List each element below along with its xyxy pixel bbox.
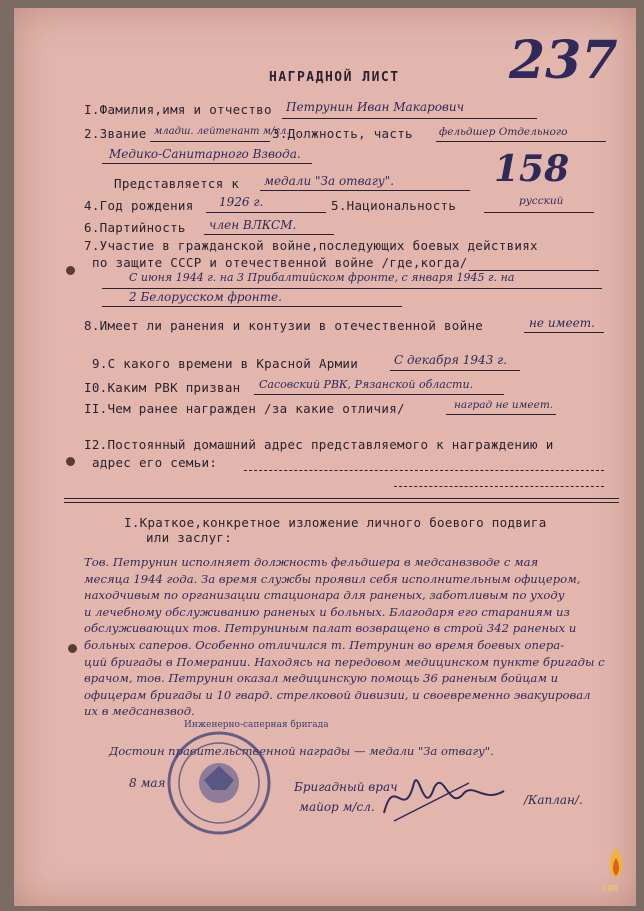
field-12-label-2: адрес его семьи:: [92, 455, 218, 470]
recommendation: Достоин правительственной награды — медали "За отвагу".: [109, 744, 494, 758]
field-10-label: I0.Каким РВК призван: [84, 380, 241, 395]
field-1-label: I.Фамилия,имя и отчество: [84, 102, 272, 117]
field-8-line: [524, 332, 604, 333]
presented-label: Представляется к: [114, 176, 240, 191]
watermark-text: CDR: [603, 884, 619, 893]
stamp-text: Инженерно-саперная бригада: [184, 720, 329, 730]
merit-description: Тов. Петрунин исполняет должность фельдшера в медсанвзводе с мая месяца 1944 года. За время службы проявил себя исполнительным офицером, находчивым по организации стационара для раненых, заботливым по уходу и лечебному обслуживанию раненых и больных. Благодаря его стараниям из обслуживающих тов. Петруниным палат возвращено в строй 342 раненых и больных саперов. Особенно отличился т. Петрунин во время боевых опера- ций бригады в Померании. Находясь на передовом медицинском пункте бригады с врачом, тов. Петрунин оказал медицинскую помощь 36 раненым бойцам и офицерам бригады и 10 гвард. стрелковой дивизии, и своевременно эвакуировал их в медсанвзвод.: [84, 555, 605, 719]
field-7-label-1: 7.Участие в гражданской войне,последующих боевых действиях: [84, 238, 538, 253]
field-3-value-b: Медико-Санитарного Взвода.: [109, 147, 301, 161]
field-2-label: 2.Звание: [84, 126, 147, 141]
field-3-value-a: фельдшер Отдельного: [439, 126, 568, 138]
field-7-line-a: [102, 288, 602, 289]
field-10-line: [254, 394, 504, 395]
field-1-value: Петрунин Иван Макарович: [286, 100, 465, 114]
field-4-value: 1926 г.: [219, 195, 264, 209]
signing-date: 8 мая: [129, 776, 166, 790]
field-2-line: [150, 141, 270, 142]
field-4-line: [206, 212, 326, 213]
field-4-label: 4.Год рождения: [84, 198, 194, 213]
field-9-line: [390, 370, 520, 371]
signer-rank: майор м/сл.: [299, 800, 375, 814]
field-5-value: русский: [519, 195, 564, 207]
section-heading-2: или заслуг:: [146, 530, 233, 545]
field-5-line: [484, 212, 594, 213]
field-12-label-1: I2.Постоянный домашний адрес представляемого к награждению и: [84, 437, 554, 452]
field-5-label: 5.Национальность: [331, 198, 457, 213]
field-6-line: [204, 234, 334, 235]
field-6-label: 6.Партийность: [84, 220, 186, 235]
section-heading-1: I.Краткое,конкретное изложение личного боевого подвига: [124, 515, 547, 530]
field-1-line: [282, 118, 537, 119]
archive-number: 237: [509, 30, 618, 91]
field-3-line-a: [436, 141, 606, 142]
field-11-label: II.Чем ранее награжден /за какие отличия/: [84, 401, 405, 416]
field-7-value-b: 2 Белорусском фронте.: [129, 290, 282, 304]
field-7-line-b: [102, 306, 402, 307]
field-7-value-a: С июня 1944 г. на 3 Прибалтийском фронте, с января 1945 г. на: [129, 271, 515, 284]
field-12-line-1: [244, 470, 604, 471]
document-title: НАГРАДНОЙ ЛИСТ: [269, 70, 400, 85]
punch-hole-bottom: [68, 644, 77, 653]
signature: [374, 763, 514, 833]
punch-hole-top: [66, 266, 75, 275]
field-8-value: не имеет.: [529, 316, 595, 330]
punch-hole-middle: [66, 457, 75, 466]
archive-number-sub: 158: [494, 148, 570, 190]
presented-value: медали "За отвагу".: [264, 174, 395, 188]
award-sheet: [14, 8, 636, 906]
field-3-label: 3.Должность, часть: [272, 126, 413, 141]
field-3-line-b: [102, 163, 312, 164]
field-11-value: наград не имеет.: [454, 399, 554, 411]
field-8-label: 8.Имеет ли ранения и контузии в отечественной войне: [84, 318, 484, 333]
field-7-label-2: по защите СССР и отечественной войне /где,когда/: [92, 255, 468, 270]
presented-line: [260, 190, 470, 191]
signer-name: /Каплан/.: [524, 793, 583, 807]
field-9-value: С декабря 1943 г.: [394, 353, 508, 367]
field-10-value: Сасовский РВК, Рязанской области.: [259, 378, 474, 391]
field-6-value: член ВЛКСМ.: [209, 218, 297, 232]
field-9-label: 9.С какого времени в Красной Армии: [92, 356, 359, 371]
unit-stamp: [164, 728, 274, 838]
signer-title: Бригадный врач: [294, 780, 398, 794]
field-11-line: [446, 414, 556, 415]
section-divider: [64, 498, 619, 503]
field-12-line-2: [394, 486, 604, 487]
field-2-value: младш. лейтенант м/сл.: [154, 126, 290, 137]
